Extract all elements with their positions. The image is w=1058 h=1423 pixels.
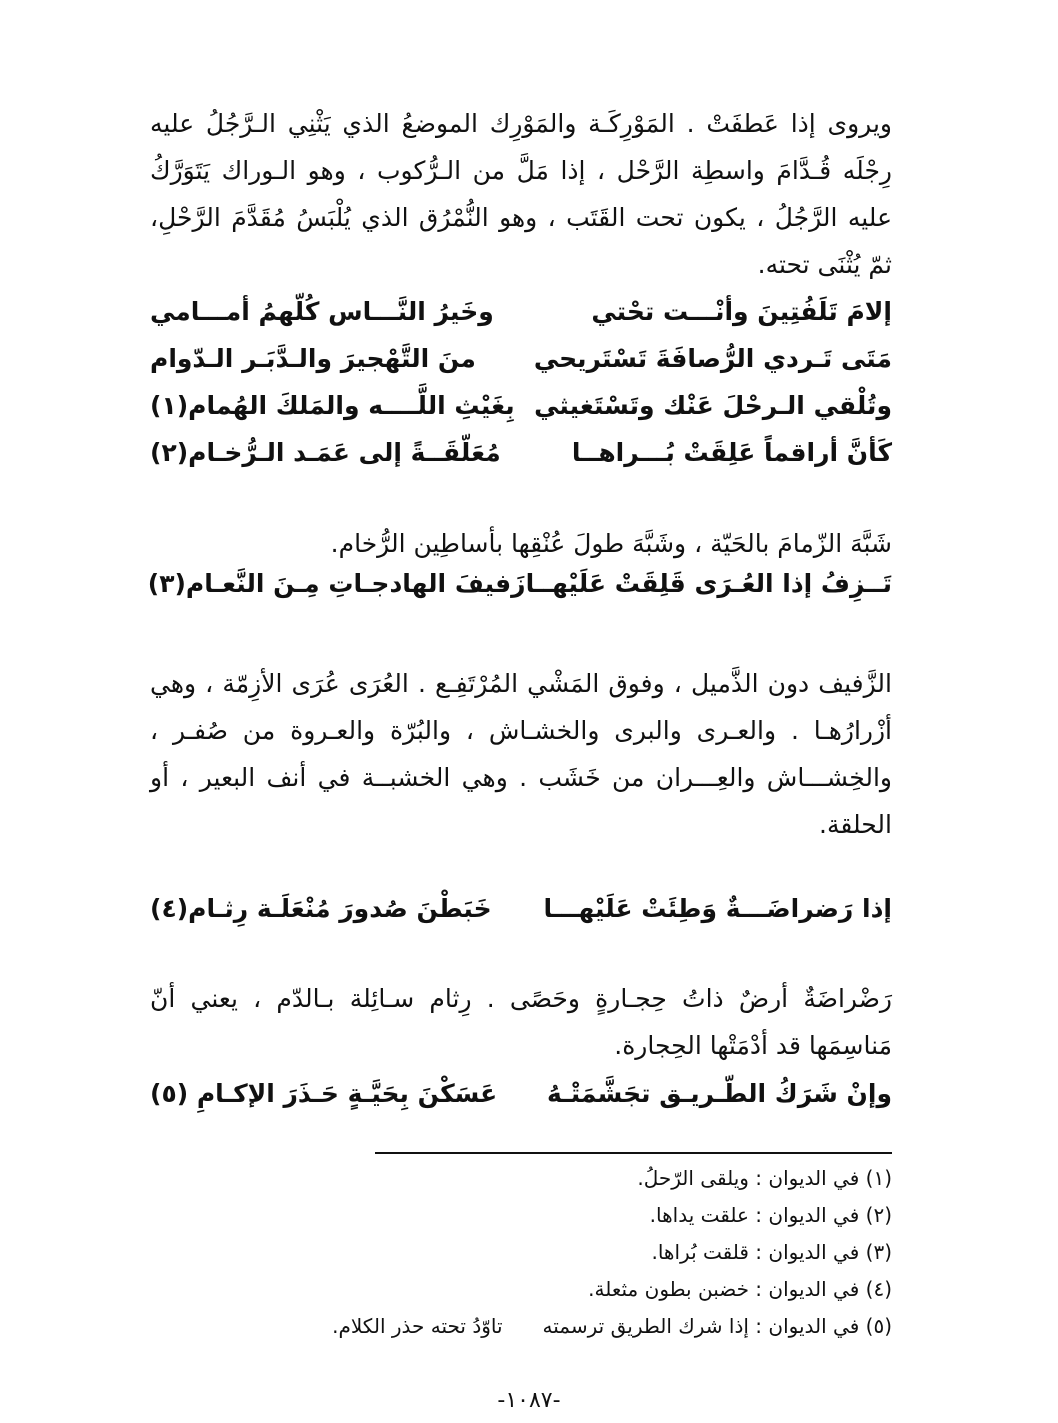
verse-first-hemistich: كَأنَّ أراقماً عَلِقَتْ بُـــراهــا bbox=[571, 438, 892, 467]
paragraph-text: ويروى إذا عَطفَتْ . المَوْرِكَـة والمَوْرِك الموضعُ الذي يَثْنِي الـرَّجُلُ عليه رِجْلَه قُـدَّامَ واسطِة الرَّحْل ، إذا مَلَّ من الـرُّكوب ، وهو الـوراك يَتَوَرَّكُ عليه الرَّجُلُ ، يكون تحت القَتَب ، وهو النُّمْرُق الذي يُلْبَسُ مُقَدَّمَ الرَّحْلِ، ثمّ يُثْنَى تحته. bbox=[150, 109, 892, 279]
verse-first-hemistich: وإنْ شَرَكُ الطّـريـق تجَشَّمَتْـهُ bbox=[547, 1079, 892, 1108]
page-number: -١٠٨٧- bbox=[497, 1388, 561, 1413]
footnote-text: (٣) في الديوان : قلقت بُراها. bbox=[651, 1240, 892, 1264]
verse-second-hemistich: وخَيرُ النَّـــاس كُلّهمُ أمـــامي bbox=[150, 297, 494, 326]
paragraph-text: رَضْراضَةٌ أرضٌ ذاتُ حِجـارةٍ وحَصًى . رِثام سـائِلة بـالدّم ، يعني أنّ مَناسِمَها قد أدْمَتْها الحِجارة. bbox=[150, 984, 892, 1060]
commentary-paragraph-1 bbox=[150, 100, 892, 288]
footnote-item bbox=[150, 1308, 892, 1345]
footnote-text: (٤) في الديوان : خضبن بطون مثعلة. bbox=[588, 1277, 892, 1301]
commentary-paragraph-4 bbox=[150, 975, 892, 1069]
commentary-paragraph-3 bbox=[150, 660, 892, 848]
verse-line bbox=[150, 885, 892, 932]
verse-first-hemistich: مَتَى تَـردي الرُّصافَةَ تَسْتَريحي bbox=[533, 344, 892, 373]
verse-second-hemistich: زَفيفَ الهادجـاتِ مِـنَ النَّعـام(٣) bbox=[147, 569, 526, 598]
verse-second-hemistich: بِغَيْثِ اللَّــــه والمَلكَ الهُمام(١) bbox=[150, 391, 515, 420]
verse-group-4 bbox=[150, 1070, 892, 1117]
paragraph-text: الزَّفيف دون الذَّميل ، وفوق المَشْي المُرْتَفِـع . العُرَى عُرَى الأزِمّة ، وهي أزْرارُهـا . والعـرى والبرى والخشـاش ، والبُرّة والعـروة من صُفـر ، والخِشـــاش والعِـــران من خَشَب . وهي الخشبــة في أنف البعير ، أو الحلقة. bbox=[150, 669, 892, 839]
footnote-text: (٢) في الديوان : علقت يداها. bbox=[649, 1203, 892, 1227]
footnote-item bbox=[150, 1271, 892, 1308]
verse-second-hemistich: منَ التَّهْجيرَ والـدَّبَـر الـدّوام bbox=[150, 344, 476, 373]
footnote-text: (٥) في الديوان : إذا شرك الطريق ترسمته bbox=[542, 1314, 892, 1338]
verse-second-hemistich: عَسَكْنَ بِحَيَّـةٍ حَـذَرَ الإكـامِ (٥) bbox=[150, 1079, 498, 1108]
verse-second-hemistich: مُعَلّقَــةً إلى عَمَـد الـرُّخـام(٢) bbox=[150, 438, 501, 467]
verse-group-2 bbox=[147, 560, 892, 607]
footnote-divider bbox=[375, 1152, 892, 1154]
verse-line bbox=[150, 1070, 892, 1117]
footnote-item bbox=[150, 1197, 892, 1234]
verse-group-3 bbox=[150, 885, 892, 932]
footnote-text: (١) في الديوان : ويلقى الرّحلُ. bbox=[637, 1166, 892, 1190]
verse-line bbox=[150, 288, 892, 335]
footnote-item bbox=[150, 1160, 892, 1197]
verse-line bbox=[150, 429, 892, 476]
verse-group-1 bbox=[150, 288, 892, 476]
verse-line bbox=[150, 335, 892, 382]
verse-first-hemistich: إلامَ تَلَفُتِينَ وأنْـــت تحْتي bbox=[591, 297, 892, 326]
verse-line bbox=[147, 560, 892, 607]
verse-second-hemistich: خَبَطْنَ صُدورَ مُنْعَلَـة رِثـام(٤) bbox=[150, 894, 492, 923]
verse-first-hemistich: تَــزِفُ إذا العُـرَى قَلِقَتْ عَلَيْهــا bbox=[525, 569, 892, 598]
footnote-item bbox=[150, 1234, 892, 1271]
verse-first-hemistich: وتُلْقي الـرحْلَ عَنْك وتَسْتَغيثي bbox=[534, 391, 892, 420]
verse-first-hemistich: إذا رَضراضَـــةٌ وَطِئَتْ عَلَيْهـــا bbox=[543, 894, 892, 923]
verse-line bbox=[150, 382, 892, 429]
paragraph-text: شَبَّهَ الزّمامَ بالحَيّة ، وشَبَّهَ طولَ عُنْقِها بأساطِين الرُّخام. bbox=[330, 529, 892, 558]
footnote-text-continuation: تاوّدُ تحته حذر الكلام. bbox=[332, 1314, 503, 1338]
footnotes bbox=[150, 1160, 892, 1345]
